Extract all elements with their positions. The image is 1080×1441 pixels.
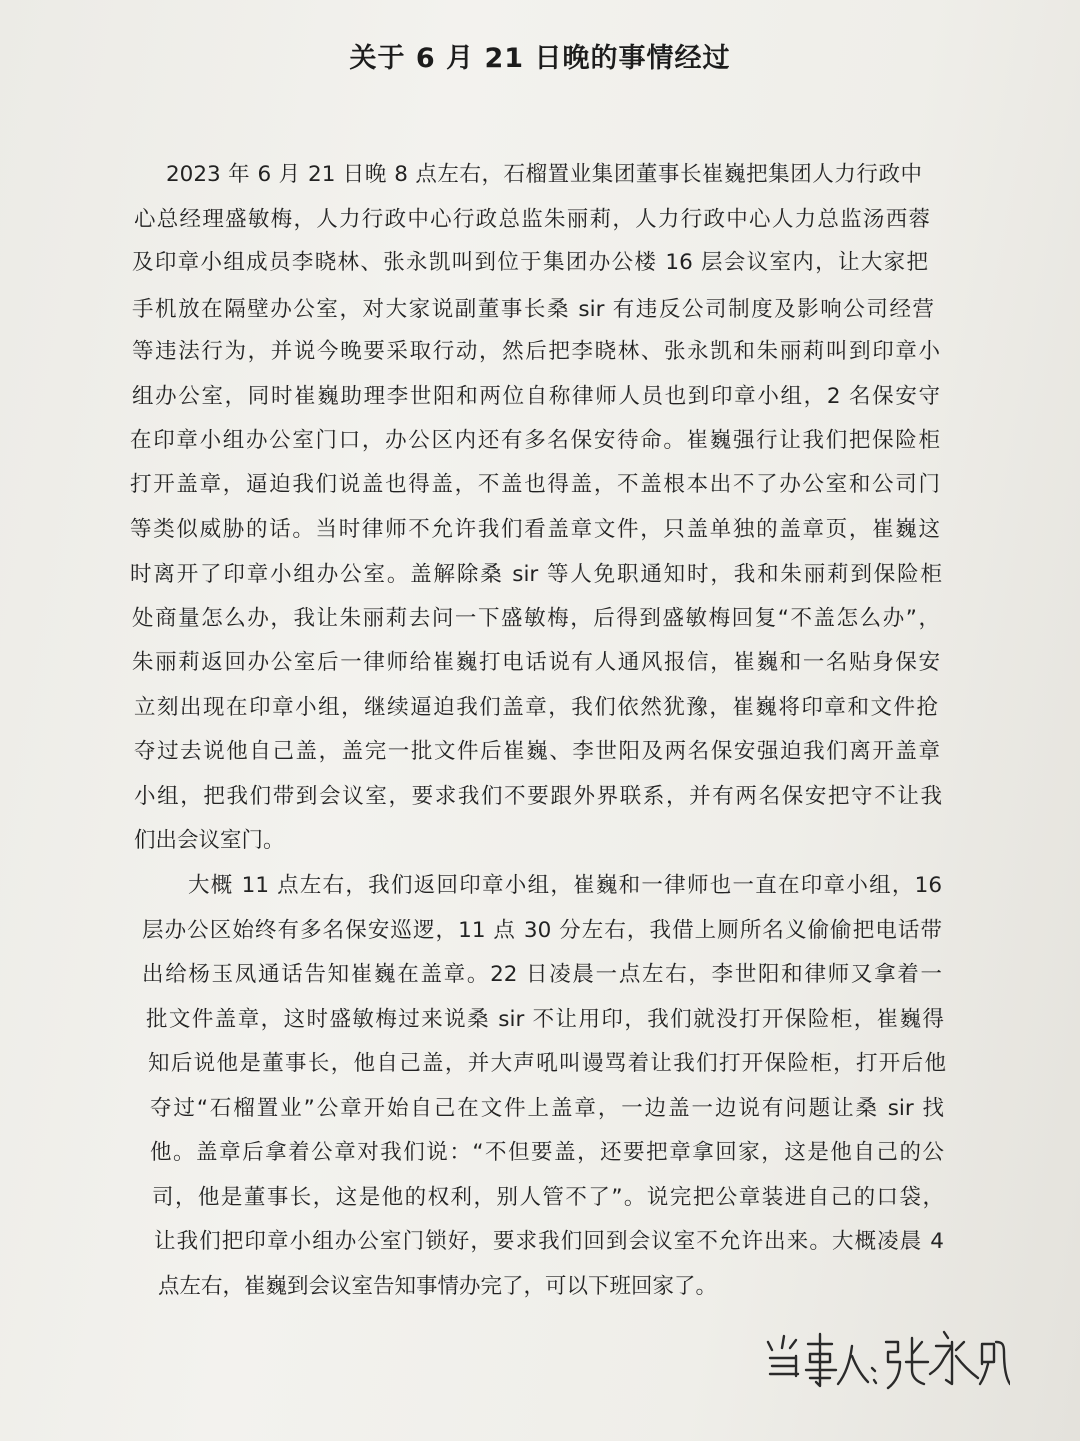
body-line: 在印章小组办公室门口，办公区内还有多名保安待命。崔巍强行让我们把保险柜 — [130, 428, 940, 453]
body-line: 朱丽莉返回办公室后一律师给崔巍打电话说有人通风报信，崔巍和一名贴身保安 — [132, 650, 940, 675]
body-line: 让我们把印章小组办公室门锁好，要求我们回到会议室不允许出来。大概凌晨 4 — [154, 1229, 944, 1254]
body-line: 大概 11 点左右，我们返回印章小组，崔巍和一律师也一直在印章小组，16 — [188, 873, 942, 898]
body-line: 组办公室，同时崔巍助理李世阳和两位自称律师人员也到印章小组，2 名保安守 — [132, 384, 940, 409]
body-line: 点左右，崔巍到会议室告知事情办完了，可以下班回家了。 — [158, 1274, 718, 1299]
handwritten-signature — [760, 1320, 1010, 1400]
body-line: 及印章小组成员李晓林、张永凯叫到位于集团办公楼 16 层会议室内，让大家把 — [132, 250, 928, 275]
body-line: 司，他是董事长，这是他的权利，别人管不了”。说完把公章装进自己的口袋， — [152, 1185, 944, 1210]
body-line: 小组，把我们带到会议室，要求我们不要跟外界联系，并有两名保安把守不让我 — [134, 784, 942, 809]
body-line: 批文件盖章，这时盛敏梅过来说桑 sir 不让用印，我们就没打开保险柜，崔巍得 — [146, 1007, 944, 1032]
body-line: 夺过“石榴置业”公章开始自己在文件上盖章，一边盖一边说有问题让桑 sir 找 — [150, 1096, 944, 1121]
document-title: 关于 6 月 21 日晚的事情经过 — [349, 43, 731, 74]
body-line: 手机放在隔壁办公室，对大家说副董事长桑 sir 有违反公司制度及影响公司经营 — [132, 297, 934, 322]
body-line: 等违法行为，并说今晚要采取行动，然后把李晓林、张永凯和朱丽莉叫到印章小 — [132, 339, 940, 364]
body-line: 他。盖章后拿着公章对我们说：“不但要盖，还要把章拿回家，这是他自己的公 — [150, 1140, 944, 1165]
body-line: 们出会议室门。 — [134, 828, 285, 853]
body-line: 立刻出现在印章小组，继续逼迫我们盖章，我们依然犹豫，崔巍将印章和文件抢 — [134, 695, 938, 720]
body-line: 打开盖章，逼迫我们说盖也得盖，不盖也得盖，不盖根本出不了办公室和公司门 — [130, 472, 940, 497]
body-line: 出给杨玉凤通话告知崔巍在盖章。22 日凌晨一点左右，李世阳和律师又拿着一 — [142, 962, 942, 987]
body-line: 心总经理盛敏梅，人力行政中心行政总监朱丽莉，人力行政中心人力总监汤西蓉 — [134, 207, 930, 232]
body-line: 时离开了印章小组办公室。盖解除桑 sir 等人免职通知时，我和朱丽莉到保险柜 — [130, 562, 942, 587]
body-line: 夺过去说他自己盖，盖完一批文件后崔巍、李世阳及两名保安强迫我们离开盖章 — [134, 739, 940, 764]
body-line: 知后说他是董事长，他自己盖，并大声吼叫谩骂着让我们打开保险柜，打开后他 — [148, 1051, 946, 1076]
body-line: 等类似威胁的话。当时律师不允许我们看盖章文件，只盖单独的盖章页，崔巍这 — [130, 517, 940, 542]
body-line: 2023 年 6 月 21 日晚 8 点左右，石榴置业集团董事长崔巍把集团人力行政中 — [166, 162, 922, 187]
body-line: 处商量怎么办，我让朱丽莉去问一下盛敏梅，后得到盛敏梅回复“不盖怎么办”， — [132, 606, 940, 631]
body-line: 层办公区始终有多名保安巡逻，11 点 30 分左右，我借上厕所名义偷偷把电话带 — [142, 918, 942, 943]
